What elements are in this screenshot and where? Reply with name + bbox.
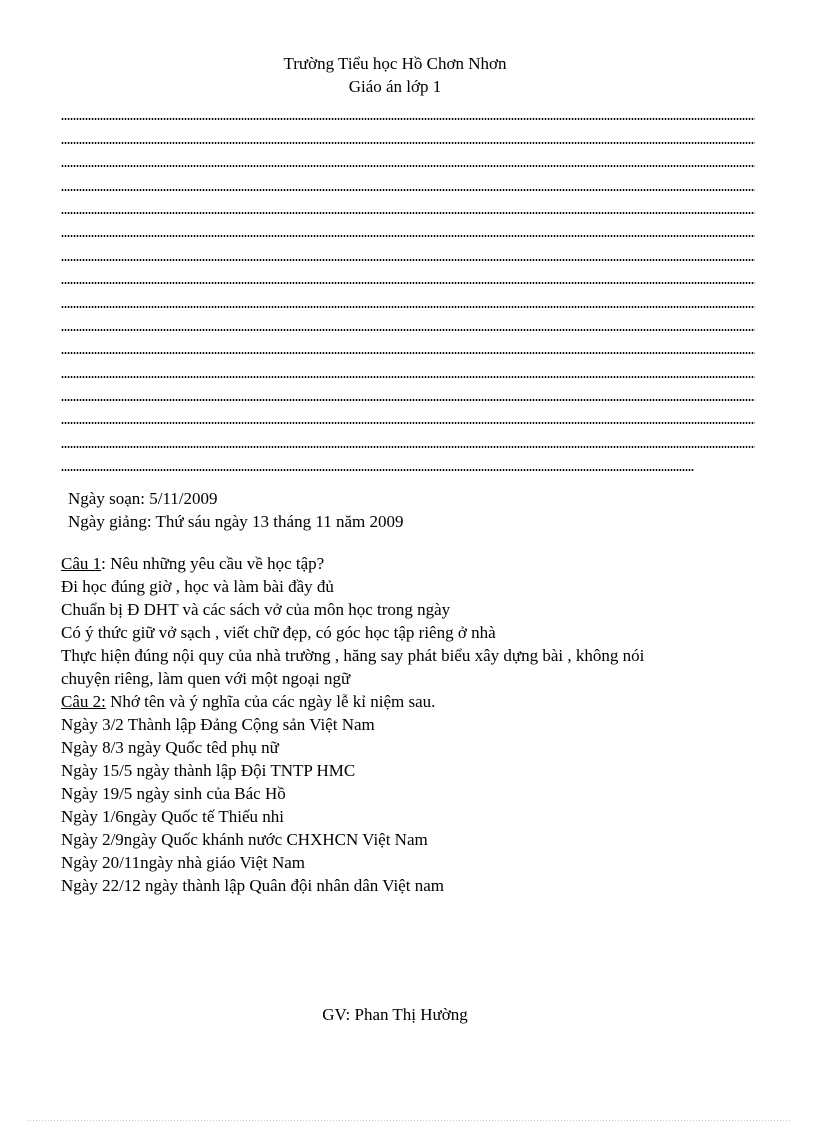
teach-date: Ngày giảng: Thứ sáu ngày 13 tháng 11 năm 2009 bbox=[68, 512, 404, 531]
dotted-writing-lines bbox=[61, 102, 755, 476]
question-1-answer: Thực hiện đúng nội quy của nhà trường , hăng say phát biểu xây dựng bài , không nói bbox=[61, 646, 645, 665]
question-2-answer: Ngày 15/5 ngày thành lập Đội TNTP HMC bbox=[61, 761, 356, 780]
dotted-line bbox=[61, 313, 755, 336]
lesson-content bbox=[61, 552, 781, 897]
dotted-line bbox=[61, 289, 755, 312]
dotted-line bbox=[61, 242, 755, 265]
lesson-plan-title: Giáo án lớp 1 bbox=[348, 77, 442, 96]
question-1-answer: Có ý thức giữ vở sạch , viết chữ đẹp, có góc học tập riêng ở nhà bbox=[61, 623, 496, 642]
prep-date: Ngày soạn: 5/11/2009 bbox=[68, 489, 218, 508]
teacher-signature: GV: Phan Thị Hường bbox=[322, 1005, 468, 1024]
question-1-answer: chuyện riêng, làm quen với một ngoại ngữ bbox=[61, 669, 351, 688]
question-1-heading bbox=[61, 552, 781, 575]
question-2-heading bbox=[61, 690, 781, 713]
dotted-line bbox=[61, 406, 755, 429]
dotted-line bbox=[61, 453, 755, 476]
question-2-answer: Ngày 2/9ngày Quốc khánh nước CHXHCN Việt Nam bbox=[61, 830, 428, 849]
question-1-label: Câu 1 bbox=[61, 554, 102, 573]
question-2-answer: Ngày 8/3 ngày Quốc têd phụ nữ bbox=[61, 738, 279, 757]
dotted-line bbox=[61, 429, 755, 452]
dotted-line bbox=[61, 172, 755, 195]
dotted-line bbox=[61, 266, 755, 289]
question-2-answer: Ngày 22/12 ngày thành lập Quân đội nhân dân Việt nam bbox=[61, 876, 444, 895]
school-name: Trường Tiểu học Hồ Chơn Nhơn bbox=[283, 54, 507, 73]
dotted-line bbox=[61, 102, 755, 125]
question-2-answer: Ngày 1/6ngày Quốc tế Thiếu nhi bbox=[61, 807, 285, 826]
question-1-text: : Nêu những yêu cầu về học tập? bbox=[101, 554, 325, 573]
question-1-answer: Đi học đúng giờ , học và làm bài đầy đủ bbox=[61, 577, 334, 596]
dotted-line bbox=[61, 196, 755, 219]
dotted-line bbox=[61, 125, 755, 148]
lesson-dates bbox=[68, 487, 403, 533]
dotted-line bbox=[61, 219, 755, 242]
question-2-answer: Ngày 20/11ngày nhà giáo Việt Nam bbox=[61, 853, 306, 872]
page-bottom-rule bbox=[26, 1120, 790, 1121]
dotted-line bbox=[61, 149, 755, 172]
question-2-answer: Ngày 19/5 ngày sinh của Bác Hồ bbox=[61, 784, 286, 803]
dotted-line bbox=[61, 336, 755, 359]
dotted-line bbox=[61, 383, 755, 406]
question-2-label: Câu 2: bbox=[61, 692, 106, 711]
question-2-text: Nhớ tên và ý nghĩa của các ngày lễ kỉ niệm sau. bbox=[105, 692, 436, 711]
question-1-answer: Chuẩn bị Đ DHT và các sách vở của môn học trong ngày bbox=[61, 600, 451, 619]
question-2-answer: Ngày 3/2 Thành lập Đảng Cộng sản Việt Nam bbox=[61, 715, 375, 734]
dotted-line bbox=[61, 359, 755, 382]
